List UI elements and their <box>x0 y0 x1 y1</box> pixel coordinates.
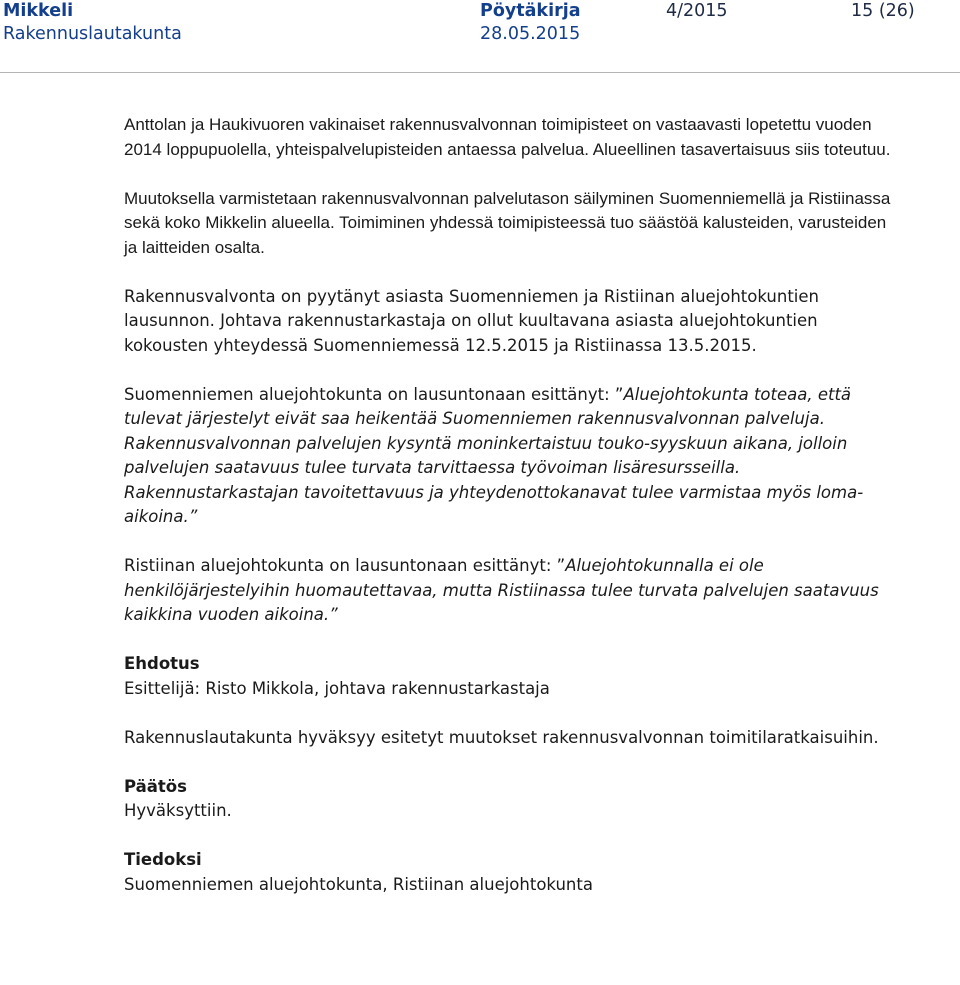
doc-type: Pöytäkirja <box>480 1 581 21</box>
meeting-date: 28.05.2015 <box>480 24 581 44</box>
decision-heading: Päätös <box>124 776 187 796</box>
paragraph-service-level: Muutoksella varmistetaan rakennusvalvonnan palvelutason säilyminen Suomenniemellä ja Ristiinassa sekä koko Mikkelin alueella. Toimiminen yhdessä toimipisteessä tuo säästöä kalusteiden, varusteiden ja laitteiden osalta. <box>124 188 891 257</box>
paragraph-offices-closed: Anttolan ja Haukivuoren vakinaiset rakennusvalvonnan toimipisteet on vastaavasti lopetettu vuoden 2014 loppupuolella, yhteispalvelupisteiden antaessa palvelua. Alueellinen tasavertaisuus siis toteutuu. <box>124 115 891 159</box>
proposal-heading: Ehdotus <box>124 654 200 673</box>
page-number: 15 (26) <box>851 1 915 21</box>
document-body <box>124 113 904 897</box>
committee-name: Rakennuslautakunta <box>3 24 182 44</box>
statement-quote: Aluejohtokunnalla ei ole henkilöjärjestelyihin huomautettavaa, mutta Ristiinassa tulee turvata palvelujen saatavuus kaikkina vuoden aikoina.” <box>124 556 879 624</box>
statement-quote: Aluejohtokunta toteaa, että tulevat järjestelyt eivät saa heikentää Suomenniemen rakennusvalvonnan palveluja. Rakennusvalvonnan palvelujen kysyntä moninkertaistuu touko-syyskuun aikana, jolloin palvelujen saatavuus tulee turvata tarvittaessa työvoiman lisäresursseilla. Rakennustarkastajan tavoitettavuus ja yhteydenottokanavat tulee varmistaa myös loma-aikoina.” <box>124 384 864 526</box>
info-text: Suomenniemen aluejohtokunta, Ristiinan aluejohtokunta <box>124 874 593 894</box>
meeting-number: 4/2015 <box>666 1 728 21</box>
statement-lead: Suomenniemen aluejohtokunta on lausuntonaan esittänyt: ” <box>124 384 624 404</box>
decision-section <box>124 775 904 824</box>
org-name: Mikkeli <box>3 1 74 21</box>
document-header <box>0 0 960 73</box>
proposal-text: Rakennuslautakunta hyväksyy esitetyt muutokset rakennusvalvonnan toimitilaratkaisuihin. <box>124 727 879 747</box>
paragraph-suomenniemi-statement <box>124 383 904 530</box>
paragraph-ristiina-statement <box>124 554 904 628</box>
info-heading: Tiedoksi <box>124 850 202 869</box>
info-section <box>124 848 904 897</box>
proposal-section <box>124 652 904 750</box>
statement-lead: Ristiinan aluejohtokunta on lausuntonaan esittänyt: ” <box>124 556 566 575</box>
proposal-presenter: Esittelijä: Risto Mikkola, johtava rakennustarkastaja <box>124 678 550 698</box>
paragraph-statements-requested: Rakennusvalvonta on pyytänyt asiasta Suomenniemen ja Ristiinan aluejohtokuntien lausunnon. Johtava rakennustarkastaja on ollut kuultavana asiasta aluejohtokuntien kokousten yhteydessä Suomenniemessä 12.5.2015 ja Ristiinassa 13.5.2015. <box>124 286 819 355</box>
decision-text: Hyväksyttiin. <box>124 801 232 820</box>
